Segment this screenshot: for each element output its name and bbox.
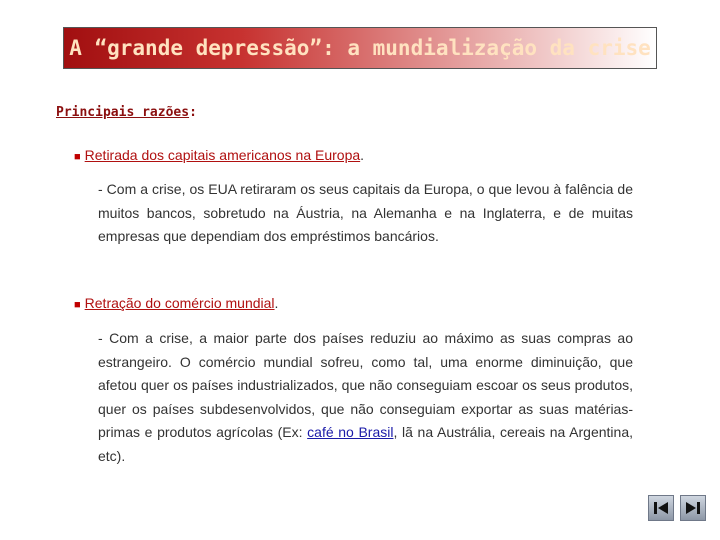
subheading-suffix: :: [189, 105, 197, 120]
paragraph-text-after: , lã na Austrália, cereais na Argentina, etc).: [98, 424, 633, 464]
title-banner: [63, 27, 657, 69]
bullet-suffix: .: [274, 295, 279, 311]
bullet-item-capital-withdrawal: [74, 147, 364, 163]
page-title: A “grande depressão”: a mundialização da crise: [69, 36, 651, 60]
paragraph-text-before: - Com a crise, a maior parte dos países reduziu ao máximo as suas compras ao estrangeiro. O comércio mundial sofreu, como tal, uma enorme diminuição, que afetou quer os países industrializados, que não conseguiam escoar os seus produtos, quer os países subdesenvolvidos, que não conseguiam exportar as suas matérias-primas e produtos agrícolas (Ex:: [98, 330, 633, 440]
bullet-square-icon: ■: [74, 299, 81, 311]
capital-withdrawal-link[interactable]: Retirada dos capitais americanos na Europa: [84, 147, 361, 163]
bullet-suffix: .: [360, 147, 365, 163]
first-slide-button[interactable]: [648, 495, 674, 521]
bullet-square-icon: ■: [74, 151, 81, 163]
last-slide-button[interactable]: [680, 495, 706, 521]
bullet-item-trade-retraction: [74, 295, 278, 311]
subheading-label: Principais razões: [56, 105, 190, 120]
skip-to-first-icon: [652, 500, 670, 516]
skip-to-last-icon: [684, 500, 702, 516]
trade-retraction-link[interactable]: Retração do comércio mundial: [84, 295, 275, 311]
paragraph-capital-withdrawal: - Com a crise, os EUA retiraram os seus capitais da Europa, o que levou à falência de muitos bancos, sobretudo na Áustria, na Alemanha e na Inglaterra, e de muitas empresas que dependiam dos empréstimos bancários.: [98, 181, 633, 244]
coffee-brazil-link[interactable]: café no Brasil: [307, 424, 394, 440]
subheading: [56, 105, 197, 120]
paragraph-trade-retraction: [98, 327, 633, 468]
